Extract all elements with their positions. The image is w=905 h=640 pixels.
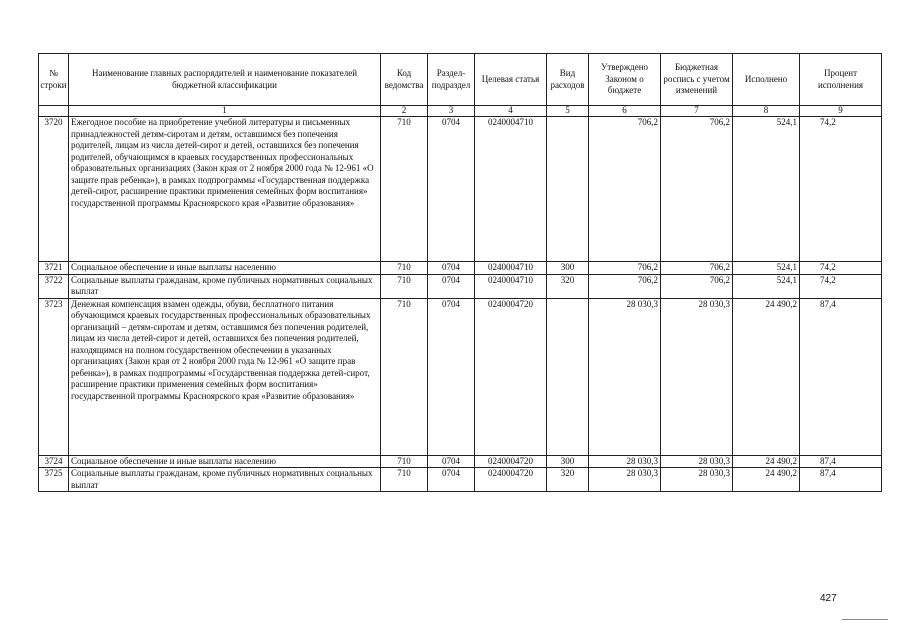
dept-code: 710	[381, 298, 428, 455]
executed-amount: 524,1	[733, 117, 800, 262]
dept-code: 710	[381, 262, 428, 275]
dept-code: 710	[381, 117, 428, 262]
percent-executed: 74,2	[800, 117, 882, 262]
row-number: 3725	[39, 468, 69, 492]
header-percent: Процент исполнения	[800, 54, 882, 106]
header-executed: Исполнено	[733, 54, 800, 106]
approved-amount: 706,2	[589, 262, 661, 275]
section-code: 0704	[428, 455, 475, 468]
row-name: Социальные выплаты гражданам, кроме публичных нормативных социальных выплат	[69, 274, 381, 298]
row-name: Денежная компенсация взамен одежды, обуви, бесплатного питания обучающимся краевых государственных профессиональных образовательных организаций – детям-сиротам и детям, оставшимся без попечения родителей, лицам из числа детей-сирот и детей, оставшихся без попечения родителей, находящимся на полном государственном обеспечении в указанных организациях (Закон края от 2 ноября 2000 года № 12-961 «О защите прав ребенка»), в рамках подпрограммы «Государственная поддержка детей-сирот, расширение практики применения семейных форм воспитания» государственной программы Красноярского края «Развитие образования»	[69, 298, 381, 455]
column-number: 7	[661, 106, 733, 117]
dept-code: 710	[381, 274, 428, 298]
section-code: 0704	[428, 117, 475, 262]
executed-amount: 24 490,2	[733, 298, 800, 455]
approved-amount: 706,2	[589, 117, 661, 262]
column-number: 4	[475, 106, 547, 117]
target-article: 0240004710	[475, 274, 547, 298]
column-number: 1	[69, 106, 381, 117]
expense-type: 320	[547, 274, 589, 298]
row-number: 3722	[39, 274, 69, 298]
header-name: Наименование главных распорядителей и наименование показателей бюджетной классификации	[69, 54, 381, 106]
header-approved: Утверждено Законом о бюджете	[589, 54, 661, 106]
target-article: 0240004720	[475, 468, 547, 492]
executed-amount: 524,1	[733, 262, 800, 275]
percent-executed: 74,2	[800, 274, 882, 298]
row-number: 3723	[39, 298, 69, 455]
row-name: Социальные выплаты гражданам, кроме публичных нормативных социальных выплат	[69, 468, 381, 492]
column-number: 2	[381, 106, 428, 117]
column-number: 3	[428, 106, 475, 117]
schedule-amount: 706,2	[661, 274, 733, 298]
row-number: 3724	[39, 455, 69, 468]
table-row	[39, 117, 882, 262]
column-number: 5	[547, 106, 589, 117]
page-number: 427	[820, 593, 837, 604]
percent-executed: 87,4	[800, 298, 882, 455]
column-number-blank	[39, 106, 69, 117]
executed-amount: 24 490,2	[733, 468, 800, 492]
table-row	[39, 298, 882, 455]
approved-amount: 28 030,3	[589, 455, 661, 468]
percent-executed: 87,4	[800, 468, 882, 492]
section-code: 0704	[428, 274, 475, 298]
percent-executed: 74,2	[800, 262, 882, 275]
expense-type: 300	[547, 262, 589, 275]
expense-type	[547, 117, 589, 262]
dept-code: 710	[381, 468, 428, 492]
expense-type: 320	[547, 468, 589, 492]
column-number: 9	[800, 106, 882, 117]
header-budget-schedule: Бюджетная роспись с учетом изменений	[661, 54, 733, 106]
column-number: 8	[733, 106, 800, 117]
target-article: 0240004710	[475, 117, 547, 262]
header-target-article: Целевая статья	[475, 54, 547, 106]
schedule-amount: 28 030,3	[661, 455, 733, 468]
executed-amount: 24 490,2	[733, 455, 800, 468]
dept-code: 710	[381, 455, 428, 468]
row-name: Социальное обеспечение и иные выплаты населению	[69, 455, 381, 468]
header-row	[39, 54, 882, 106]
budget-execution-table	[38, 53, 882, 492]
column-number-row	[39, 106, 882, 117]
schedule-amount: 706,2	[661, 262, 733, 275]
section-code: 0704	[428, 262, 475, 275]
schedule-amount: 706,2	[661, 117, 733, 262]
table-row	[39, 274, 882, 298]
column-number: 6	[589, 106, 661, 117]
approved-amount: 28 030,3	[589, 468, 661, 492]
table-row	[39, 262, 882, 275]
target-article: 0240004720	[475, 455, 547, 468]
approved-amount: 28 030,3	[589, 298, 661, 455]
section-code: 0704	[428, 298, 475, 455]
header-dept-code: Код ведомства	[381, 54, 428, 106]
schedule-amount: 28 030,3	[661, 298, 733, 455]
schedule-amount: 28 030,3	[661, 468, 733, 492]
expense-type	[547, 298, 589, 455]
expense-type: 300	[547, 455, 589, 468]
row-number: 3721	[39, 262, 69, 275]
scan-artifact-line	[842, 619, 888, 620]
row-number: 3720	[39, 117, 69, 262]
header-expense-type: Вид расходов	[547, 54, 589, 106]
percent-executed: 87,4	[800, 455, 882, 468]
header-section: Раздел-подраздел	[428, 54, 475, 106]
section-code: 0704	[428, 468, 475, 492]
approved-amount: 706,2	[589, 274, 661, 298]
row-name: Социальное обеспечение и иные выплаты населению	[69, 262, 381, 275]
header-row-number: № строки	[39, 54, 69, 106]
table-row	[39, 455, 882, 468]
target-article: 0240004710	[475, 262, 547, 275]
table-row	[39, 468, 882, 492]
row-name: Ежегодное пособие на приобретение учебной литературы и письменных принадлежностей детям-сиротам и детям, оставшимся без попечения родителей, лицам из числа детей-сирот и детей, оставшихся без попечения родителей, обучающимся в краевых государственных профессиональных образовательных организациях (Закон края от 2 ноября 2000 года № 12-961 «О защите прав ребенка»), в рамках подпрограммы «Государственная поддержка детей-сирот, расширение практики применения семейных форм воспитания» государственной программы Красноярского края «Развитие образования»	[69, 117, 381, 262]
executed-amount: 524,1	[733, 274, 800, 298]
target-article: 0240004720	[475, 298, 547, 455]
